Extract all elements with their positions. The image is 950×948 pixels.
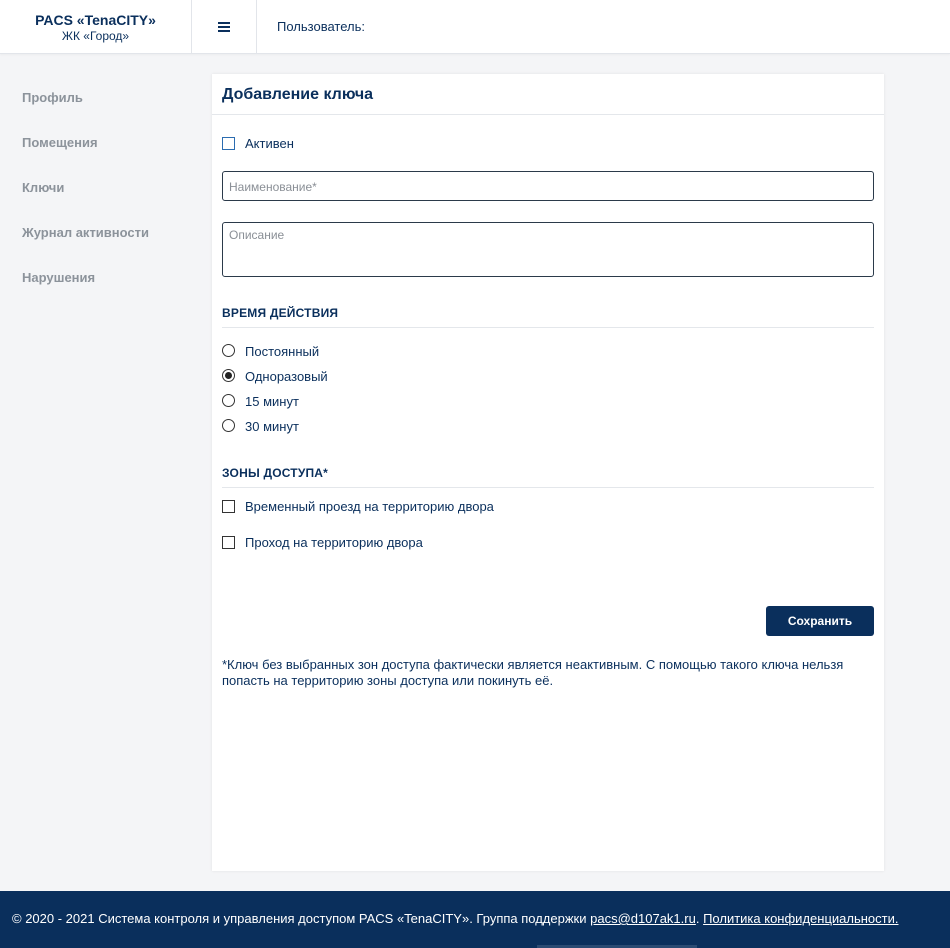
save-button[interactable]: Сохранить — [766, 606, 874, 636]
name-input[interactable] — [222, 171, 874, 201]
footer — [0, 891, 950, 948]
description-textarea[interactable] — [222, 222, 874, 277]
support-email-link[interactable]: pacs@d107ak1.ru — [590, 911, 696, 926]
brand-title: PACS «TenaCITY» — [35, 12, 156, 28]
zones-note: *Ключ без выбранных зон доступа фактически является неактивным. С помощью такого ключа нельзя попасть на территорию зоны доступа или покинуть её. — [222, 657, 844, 688]
footer-copyright: © 2020 - 2021 Система контроля и управления доступом PACS «TenaCITY». Группа поддержки — [12, 911, 591, 926]
zone-vehicle-label: Временный проезд на территорию двора — [245, 499, 494, 514]
hamburger-icon — [218, 22, 230, 32]
validity-divider — [222, 327, 874, 328]
add-key-card — [212, 74, 884, 871]
menu-toggle-button[interactable] — [192, 0, 257, 54]
active-checkbox[interactable] — [222, 137, 235, 150]
zones-divider — [222, 487, 874, 488]
sidebar-item-violations[interactable]: Нарушения — [22, 270, 96, 285]
zone-vehicle-checkbox[interactable] — [222, 500, 235, 513]
privacy-policy-link[interactable]: Политика конфиденциальности. — [703, 911, 899, 926]
description-placeholder: Описание — [229, 228, 285, 242]
sidebar-item-activity-log[interactable]: Журнал активности — [22, 225, 149, 240]
name-placeholder: Наименование* — [229, 180, 317, 194]
radio-permanent-label: Постоянный — [245, 344, 320, 359]
footer-separator: . — [695, 911, 704, 926]
brand-block[interactable] — [0, 0, 192, 54]
card-header — [212, 74, 884, 115]
radio-15-minutes[interactable] — [222, 394, 235, 407]
zone-pedestrian-checkbox[interactable] — [222, 536, 235, 549]
footer-text — [12, 911, 898, 926]
sidebar-item-rooms[interactable]: Помещения — [22, 135, 98, 150]
user-label: Пользователь: — [277, 19, 365, 34]
page-title: Добавление ключа — [222, 86, 374, 103]
sidebar-item-profile[interactable]: Профиль — [22, 90, 83, 105]
radio-30-minutes-label: 30 минут — [245, 419, 299, 434]
brand-subtitle: ЖК «Город» — [61, 29, 130, 43]
radio-30-minutes[interactable] — [222, 419, 235, 432]
sidebar-item-keys[interactable]: Ключи — [22, 180, 65, 195]
validity-section-title: ВРЕМЯ ДЕЙСТВИЯ — [222, 306, 339, 320]
radio-15-minutes-label: 15 минут — [245, 394, 299, 409]
zone-pedestrian-label: Проход на территорию двора — [245, 535, 423, 550]
radio-one-time[interactable] — [222, 369, 235, 382]
active-label: Активен — [245, 136, 294, 151]
top-header — [0, 0, 950, 54]
radio-permanent[interactable] — [222, 344, 235, 357]
radio-one-time-label: Одноразовый — [245, 369, 328, 384]
zones-section-title: ЗОНЫ ДОСТУПА* — [222, 466, 329, 480]
